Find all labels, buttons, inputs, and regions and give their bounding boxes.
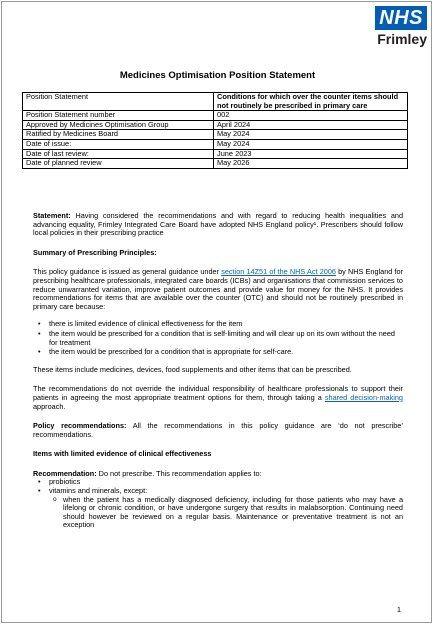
recommendations-paragraph [33, 385, 403, 411]
table-label-cell: Ratified by Medicines Board [23, 130, 214, 140]
list-item: o when the patient has a medically diagnosed deficiency, including for those patients who may have a lifelong or chronic condition, or have undergone surgery that results in malabsorption. Continuing need should however be reviewed on a regular basis. Maintenance or preventative treatment is not an exception [49, 496, 403, 530]
guidance-text-start: This policy guidance is issued as general guidance under [33, 267, 222, 277]
table-value-cell: May 2024 [214, 130, 408, 140]
table-label-cell: Position Statement [23, 93, 214, 111]
nhs-logo-badge: NHS [375, 6, 427, 30]
recommendation-label: Recommendation: [33, 468, 97, 478]
table-value-cell: 002 [214, 111, 408, 121]
organisation-name: Frimley [377, 31, 427, 47]
recommendation-paragraph [33, 470, 403, 479]
list-item: • the item would be prescribed for a condition that is appropriate for self-care. [33, 348, 403, 357]
nhs-act-link[interactable]: section 14Z51 of the NHS Act 2006 [221, 267, 336, 277]
table-value-cell: April 2024 [214, 120, 408, 130]
list-item: • there is limited evidence of clinical effectiveness for the item [33, 320, 403, 329]
items-paragraph: These items include medicines, devices, food supplements and other items that can be prescribed. [33, 364, 352, 374]
recs-text-end: approach. [33, 401, 66, 411]
table-label-cell: Date of issue: [23, 139, 214, 149]
table-row [23, 139, 408, 149]
shared-decision-making-link[interactable]: shared decision-making [324, 392, 403, 402]
document-page [1, 1, 432, 623]
table-row [23, 130, 408, 140]
recs-text-start: The recommendations do not override the individual responsibility of healthcare professionals to support their patients in agreeing the most appropriate treatment options for them, through taking a [33, 384, 403, 402]
statement-label: Statement: [33, 211, 71, 220]
statement-paragraph [33, 212, 403, 238]
statement-text: Having considered the recommendations and with regard to reducing health inequalities and advancing equality, Frimley Integrated Care Board have adopted NHS England policy¹. Prescribers should follow local policies in their prescribing practice [33, 211, 403, 238]
list-item: • vitamins and minerals, except: [33, 487, 403, 496]
table-row [23, 159, 408, 169]
page-number: 1 [396, 605, 401, 614]
position-statement-table [22, 92, 408, 169]
guidance-paragraph [33, 268, 403, 311]
recommendation-items-list [33, 478, 403, 495]
policy-label: Policy recommendations: [33, 421, 127, 431]
table-label-cell: Date of last review: [23, 149, 214, 159]
table-row [23, 111, 408, 121]
section-heading: Items with limited evidence of clinical effectiveness [33, 449, 212, 459]
recommendation-text: Do not prescribe. This recommendation applies to: [96, 468, 262, 478]
table-label-cell: Approved by Medicines Optimisation Group [23, 120, 214, 130]
list-item: • the item would be prescribed for a condition that is self-limiting and will clear up on its own without the need for treatment [33, 330, 403, 347]
table-value-cell: May 2024 [214, 139, 408, 149]
reasons-list [33, 320, 403, 356]
table-label-cell: Position Statement number [23, 111, 214, 121]
policy-text: All the recommendations in this policy guidance are ‘do not prescribe’ recommendations. [33, 421, 403, 439]
policy-paragraph [33, 422, 403, 439]
table-row [23, 93, 408, 111]
list-item: • probiotics [33, 478, 403, 487]
exceptions-list [49, 496, 403, 530]
nhs-frimley-logo [367, 6, 427, 47]
table-label-cell: Date of planned review [23, 159, 214, 169]
summary-heading: Summary of Prescribing Principles: [33, 247, 157, 257]
guidance-text-end: by NHS England for prescribing healthcare professionals, integrated care boards (ICBs) and organisations that commission services to reduce unwarranted variation, improve patient outcomes and provide value for money for the NHS. It provides recommendations for items that are available over the counter (OTC) and should not be routinely prescribed in primary care because: [33, 267, 404, 311]
document-body [33, 212, 403, 530]
document-title: Medicines Optimisation Position Statement [119, 70, 316, 81]
table-value-cell: June 2023 [214, 149, 408, 159]
table-value-cell: May 2026 [214, 159, 408, 169]
table-value-cell: Conditions for which over the counter items should not routinely be prescribed in primary care [214, 93, 408, 111]
